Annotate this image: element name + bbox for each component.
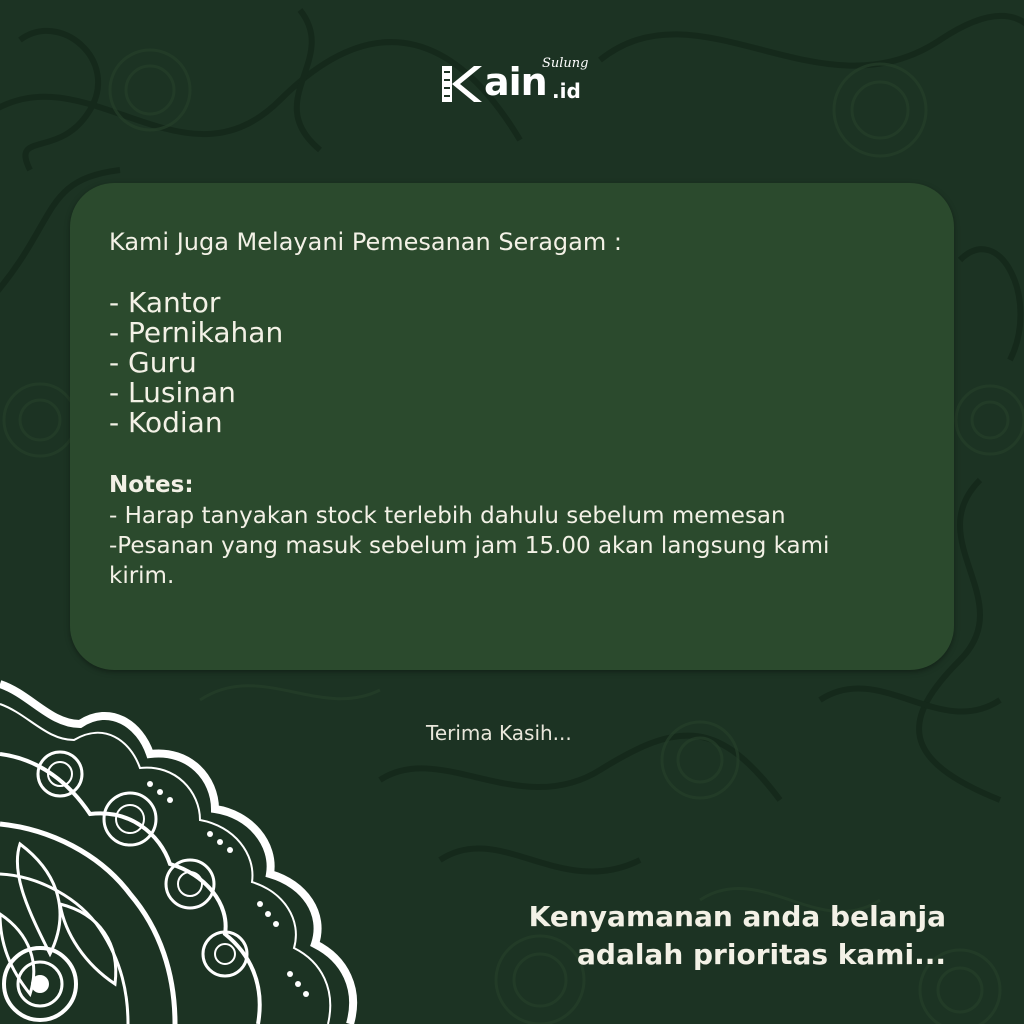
- notes-title: Notes:: [109, 472, 194, 498]
- tagline: [529, 898, 946, 974]
- notes-list: [109, 501, 869, 591]
- list-item: - Kodian: [109, 406, 223, 439]
- list-item: - Kantor: [109, 286, 221, 319]
- card-intro: Kami Juga Melayani Pemesanan Seragam :: [109, 228, 622, 256]
- note-item: - Harap tanyakan stock terlebih dahulu sebelum memesan: [109, 503, 786, 529]
- logo-k-icon: [440, 62, 484, 106]
- brand-logo: [440, 56, 590, 112]
- logo-word: ain: [484, 60, 547, 104]
- service-list: [109, 288, 283, 438]
- logo-suffix: .id: [552, 79, 581, 103]
- list-item: - Lusinan: [109, 376, 236, 409]
- tagline-line-2: adalah prioritas kami...: [577, 938, 946, 971]
- info-card: [70, 183, 954, 670]
- thanks-text: Terima Kasih...: [426, 721, 572, 745]
- logo-script: Sulung: [542, 56, 589, 71]
- list-item: - Pernikahan: [109, 316, 284, 349]
- list-item: - Guru: [109, 346, 197, 379]
- mandala-ornament-icon: [0, 675, 360, 1024]
- tagline-line-1: Kenyamanan anda belanja: [528, 900, 946, 933]
- note-item: -Pesanan yang masuk sebelum jam 15.00 akan langsung kami kirim.: [109, 533, 830, 589]
